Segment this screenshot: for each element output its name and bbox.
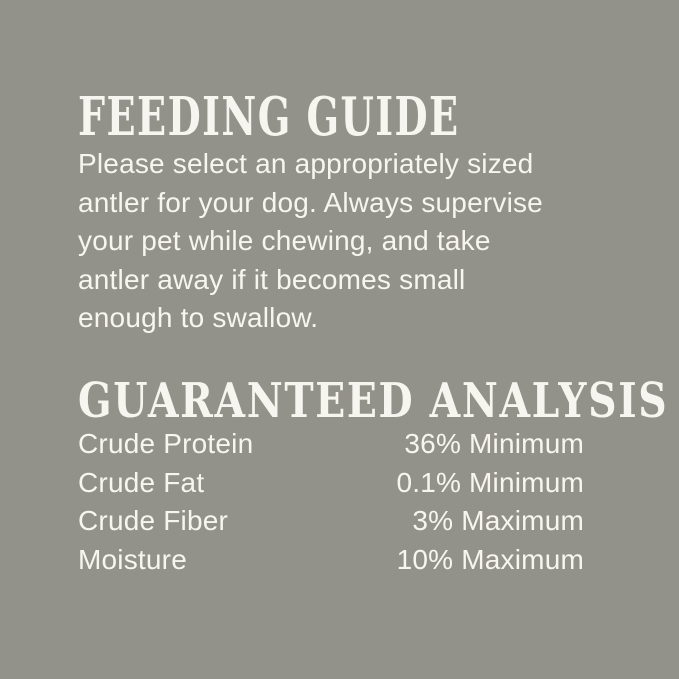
analysis-value: 0.1% Minimum xyxy=(396,466,584,498)
analysis-label: Crude Fat xyxy=(78,466,205,498)
analysis-value: 10% Maximum xyxy=(396,543,584,575)
feeding-guide-line: enough to swallow. xyxy=(78,302,319,334)
table-row xyxy=(78,541,584,580)
feeding-guide-title: FEEDING GUIDE xyxy=(78,86,460,148)
table-row xyxy=(78,425,584,464)
analysis-value: 3% Maximum xyxy=(412,505,584,537)
feeding-guide-text xyxy=(78,145,543,338)
table-row xyxy=(78,502,584,541)
table-row xyxy=(78,464,584,503)
analysis-label: Crude Protein xyxy=(78,428,254,459)
feeding-guide-line: antler away if it becomes small xyxy=(78,263,466,295)
analysis-label: Moisture xyxy=(78,543,187,575)
feeding-guide-line: your pet while chewing, and take xyxy=(78,225,491,257)
feeding-guide-line: antler for your dog. Always supervise xyxy=(78,186,543,218)
feeding-guide-line: Please select an appropriately sized xyxy=(78,148,534,179)
guaranteed-analysis-table xyxy=(78,425,584,579)
analysis-value: 36% Minimum xyxy=(404,428,584,459)
analysis-label: Crude Fiber xyxy=(78,505,229,537)
guaranteed-analysis-title: GUARANTEED ANALYSIS xyxy=(78,373,669,429)
